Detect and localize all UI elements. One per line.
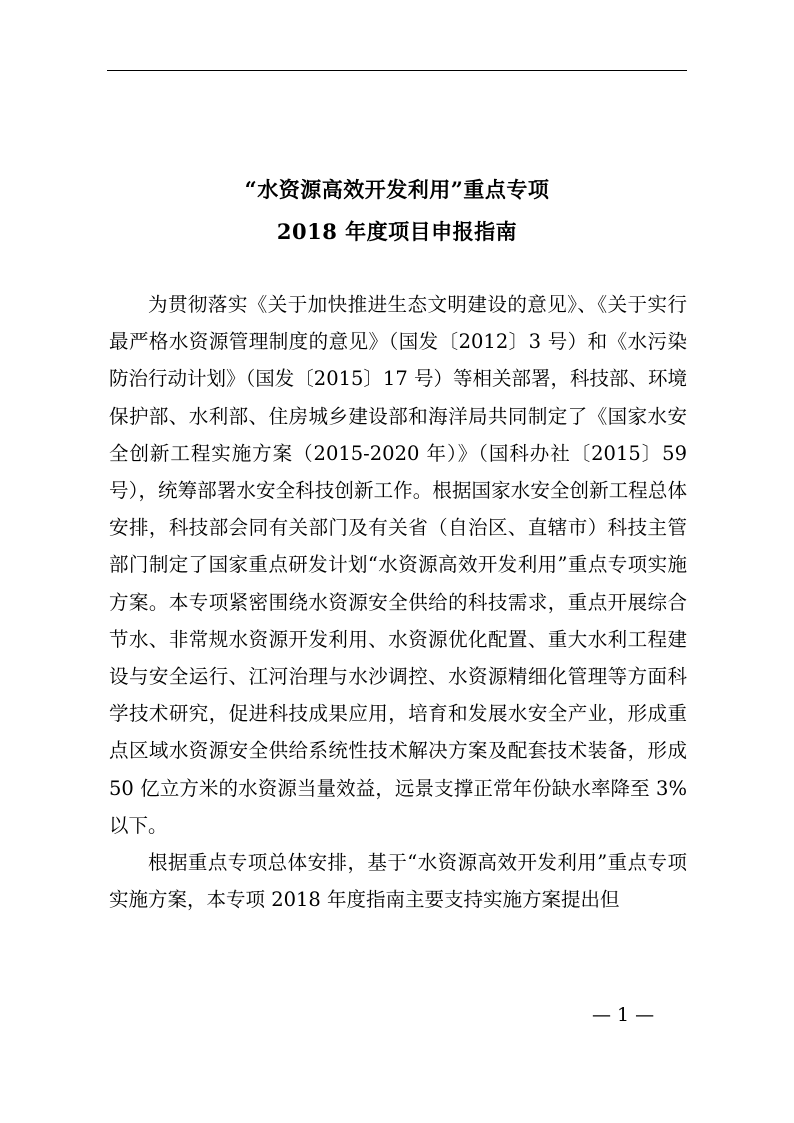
- document-title-line-1: “水资源高效开发利用”重点专项: [244, 177, 550, 202]
- body-paragraph-1: 为贯彻落实《关于加快推进生态文明建设的意见》、《关于实行最严格水资源管理制度的意见》（国发〔2012〕3 号）和《水污染防治行动计划》（国发〔2015〕17 号）等相关部署，科技部、环境保护部、水利部、住房城乡建设部和海洋局共同制定了《国家水安全创新工程实施方案（2015-2020 年）》（国科办社〔2015〕59 号），统筹部署水安全科技创新工作。根据国家水安全创新工程总体安排，科技部会同有关部门及有关省（自治区、直辖市）科技主管部门制定了国家重点研发计划“水资源高效开发利用”重点专项实施方案。本专项紧密围绕水资源安全供给的科技需求，重点开展综合节水、非常规水资源开发利用、水资源优化配置、重大水利工程建设与安全运行、江河治理与水沙调控、水资源精细化管理等方面科学技术研究，促进科技成果应用，培育和发展水安全产业，形成重点区域水资源安全供给系统性技术解决方案及配套技术装备，形成 50 亿立方米的水资源当量效益，远景支撑正常年份缺水率降至 3%以下。: [109, 293, 687, 837]
- document-body: [109, 286, 687, 918]
- page-number: — 1 —: [592, 1004, 655, 1026]
- header-rule: [107, 70, 687, 71]
- document-title-line-2: 2018 年度项目申报指南: [276, 219, 518, 244]
- body-paragraph-2: 根据重点专项总体安排，基于“水资源高效开发利用”重点专项实施方案，本专项 2018 年度指南主要支持实施方案提出但: [109, 851, 687, 912]
